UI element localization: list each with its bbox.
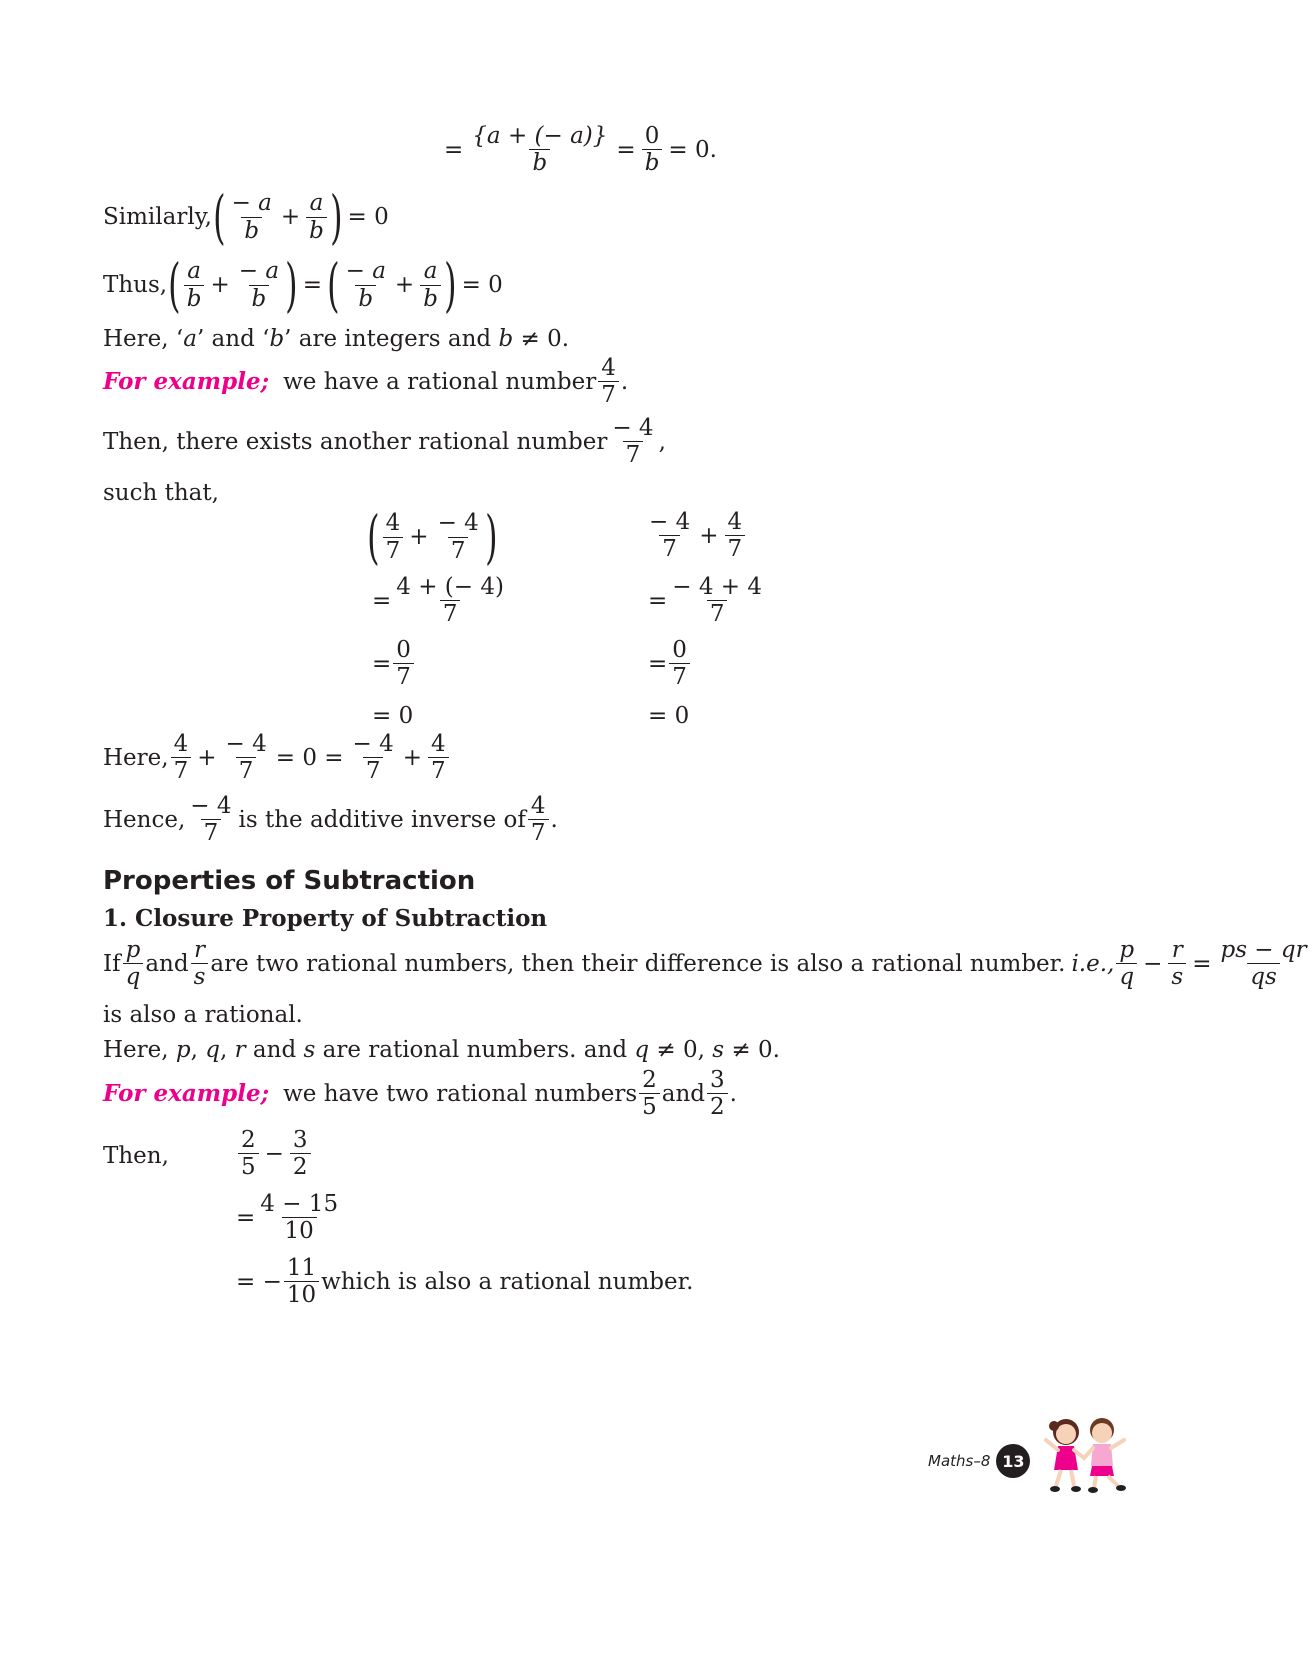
fraction: $\frac{0}{7}$ bbox=[393, 638, 414, 689]
fraction: $\frac{- 4}{7}$ bbox=[352, 731, 394, 785]
right-paren: ) bbox=[444, 251, 457, 319]
fraction: $\frac{- 4}{7}$ bbox=[649, 509, 691, 563]
right-calc-row-1: $\frac{- 4}{7}$ + $\frac{4}{7}$ bbox=[644, 510, 747, 561]
example-2: For example; we have two rational numbers $\frac{2}{5}$ and $\frac{3}{2}$ . bbox=[103, 1067, 737, 1121]
fraction: $\frac{3}{2}$ bbox=[290, 1128, 311, 1179]
girl-figure bbox=[1046, 1419, 1084, 1492]
book-label: Maths–8 bbox=[928, 1452, 991, 1470]
closure-statement: If $\frac{p}{q}$ and $\frac{r}{s}$ are two rational numbers, then their difference is also a rational number. i.e., $\frac{p}{q}$ − $\frac{r}{s}$ = $\frac{ps - qr}{qs}$ bbox=[103, 938, 1312, 989]
right-paren: ) bbox=[330, 183, 343, 251]
section-title: Properties of Subtraction bbox=[103, 866, 476, 896]
kids-illustration bbox=[1036, 1412, 1132, 1496]
fraction: $\frac{- 4 + 4}{7}$ bbox=[672, 574, 763, 628]
fraction: $\frac{2}{5}$ bbox=[238, 1128, 259, 1179]
fraction: $\frac{a}{b}$ bbox=[184, 259, 205, 310]
left-calc-row-3: = $\frac{0}{7}$ bbox=[372, 638, 416, 689]
right-paren: ) bbox=[285, 251, 298, 319]
fraction: $\frac{r}{s}$ bbox=[1168, 938, 1186, 989]
fraction: $\frac{p}{q}$ bbox=[1116, 938, 1137, 989]
fraction: $\frac{- 4}{7}$ bbox=[225, 731, 267, 785]
subtract-row-2: = $\frac{4 - 15}{10}$ bbox=[236, 1192, 343, 1243]
such-that: such that, bbox=[103, 480, 219, 506]
similarly-line: Similarly, ( $\frac{- a}{b}$ + $\frac{a}{b}$ ) = 0 bbox=[103, 183, 389, 251]
right-paren: ) bbox=[484, 503, 498, 571]
left-paren: ( bbox=[168, 251, 181, 319]
fraction: $\frac{4}{7}$ bbox=[725, 510, 746, 561]
fraction: $\frac{- 4}{7}$ bbox=[437, 510, 479, 564]
section-heading bbox=[103, 866, 475, 896]
fraction: $\frac{4}{7}$ bbox=[383, 511, 404, 562]
fraction: $\frac{4}{7}$ bbox=[171, 732, 192, 783]
fraction: $\frac{4 + (- 4)}{7}$ bbox=[396, 574, 504, 628]
fraction: $\frac{p}{q}$ bbox=[123, 938, 144, 989]
pqrs-condition: Here, p, q, r and s are rational numbers. and q ≠ 0, s ≠ 0. bbox=[103, 1037, 780, 1063]
subtract-row-1: $\frac{2}{5}$ − $\frac{3}{2}$ bbox=[236, 1128, 313, 1179]
left-paren: ( bbox=[367, 503, 380, 571]
fraction: $\frac{4 - 15}{10}$ bbox=[260, 1191, 339, 1245]
fraction: $\frac{a}{b}$ bbox=[306, 191, 327, 242]
right-calc-result: = 0 bbox=[648, 703, 690, 729]
subtract-row-3: = − $\frac{11}{10}$ which is also a rational number. bbox=[236, 1255, 694, 1309]
then-line: Then, there exists another rational number $\frac{- 4}{7}$ , bbox=[103, 415, 666, 469]
fraction: $\frac{- 4}{7}$ bbox=[190, 793, 232, 847]
left-calc-result: = 0 bbox=[372, 703, 414, 729]
fraction: $\frac{- 4}{7}$ bbox=[612, 415, 654, 469]
fraction: $\frac{4}{7}$ bbox=[428, 732, 449, 783]
example-label: For example; bbox=[103, 368, 270, 396]
fraction: $\frac{4}{7}$ bbox=[598, 356, 619, 407]
left-calc-row-2: = $\frac{4 + (- 4)}{7}$ bbox=[372, 575, 509, 626]
example-1: For example; we have a rational number $\frac{4}{7}$ . bbox=[103, 355, 629, 409]
fraction: $\frac{ps - qr}{qs}$ bbox=[1220, 937, 1307, 991]
closure-line-2: is also a rational. bbox=[103, 1002, 303, 1028]
fraction: $\frac{2}{5}$ bbox=[639, 1068, 660, 1119]
fraction: $\frac{a}{b}$ bbox=[420, 259, 441, 310]
example-label: For example; bbox=[103, 1080, 270, 1108]
subsection-title: 1. Closure Property of Subtraction bbox=[103, 905, 548, 932]
fraction: $\frac{0}{7}$ bbox=[669, 638, 690, 689]
page-number: 13 bbox=[996, 1444, 1030, 1478]
fraction: $\frac{- a}{b}$ bbox=[231, 190, 272, 244]
left-calc-row-1: ( $\frac{4}{7}$ + $\frac{- 4}{7}$ ) bbox=[367, 503, 498, 571]
fraction: $\frac{4}{7}$ bbox=[528, 794, 549, 845]
right-calc-row-3: = $\frac{0}{7}$ bbox=[648, 638, 692, 689]
fraction: $\frac{- a}{b}$ bbox=[345, 258, 386, 312]
left-paren: ( bbox=[327, 251, 340, 319]
left-paren: ( bbox=[213, 183, 226, 251]
fraction: $\frac{\{a + (- a)\}}{b}$ bbox=[472, 123, 608, 177]
hence-line: Hence, $\frac{- 4}{7}$ is the additive inverse of $\frac{4}{7}$ . bbox=[103, 793, 558, 847]
integers-condition: Here, ‘a’ and ‘b’ are integers and b ≠ 0. bbox=[103, 326, 570, 352]
here-sum-line: Here, $\frac{4}{7}$ + $\frac{- 4}{7}$ = 0 = $\frac{- 4}{7}$ + $\frac{4}{7}$ bbox=[103, 732, 451, 783]
thus-line: Thus, ( $\frac{a}{b}$ + $\frac{- a}{b}$ ) = ( $\frac{- a}{b}$ + $\frac{a}{b}$ ) = 0 bbox=[103, 251, 503, 319]
fraction: $\frac{3}{2}$ bbox=[707, 1068, 728, 1119]
fraction: $\frac{- a}{b}$ bbox=[238, 258, 280, 312]
fraction: $\frac{11}{10}$ bbox=[284, 1256, 319, 1307]
fraction: $\frac{0}{b}$ bbox=[642, 124, 663, 175]
then-label: Then, bbox=[103, 1143, 169, 1169]
right-calc-row-2: = $\frac{- 4 + 4}{7}$ bbox=[648, 575, 767, 626]
page-footer bbox=[928, 1444, 1030, 1478]
top-equation: = $\frac{\{a + (- a)\}}{b}$ = $\frac{0}{b}$ = 0. bbox=[444, 123, 717, 177]
boy-figure bbox=[1084, 1418, 1126, 1493]
fraction: $\frac{r}{s}$ bbox=[191, 938, 209, 989]
